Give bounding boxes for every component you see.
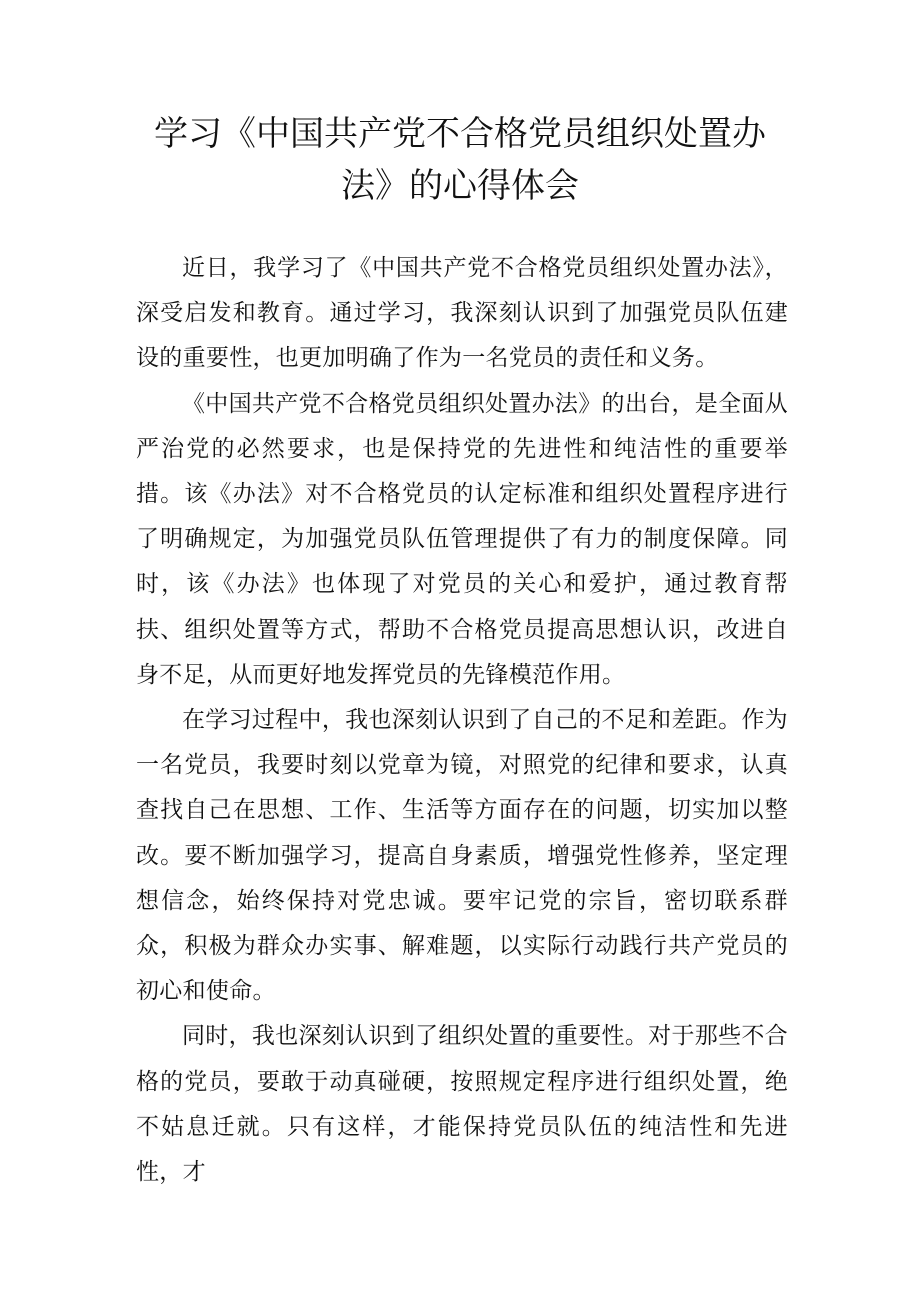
title-line-1: 学习《中国共产党不合格党员组织处置办 [154,114,766,154]
document-title [140,108,780,212]
document-body [136,246,788,1195]
paragraph-2: 《中国共产党不合格党员组织处置办法》的出台，是全面从严治党的必然要求，也是保持党的先进性和纯洁性的重要举措。该《办法》对不合格党员的认定标准和组织处置程序进行了明确规定，为加强党员队伍管理提供了有力的制度保障。同时，该《办法》也体现了对党员的关心和爱护，通过教育帮扶、组织处置等方式，帮助不合格党员提高思想认识，改进自身不足，从而更好地发挥党员的先锋模范作用。 [136,390,788,688]
paragraph-1: 近日，我学习了《中国共产党不合格党员组织处置办法》，深受启发和教育。通过学习，我深刻认识到了加强党员队伍建设的重要性，也更加明确了作为一名党员的责任和义务。 [136,255,788,372]
paragraph-4: 同时，我也深刻认识到了组织处置的重要性。对于那些不合格的党员，要敢于动真碰硬，按照规定程序进行组织处置，绝不姑息迁就。只有这样，才能保持党员队伍的纯洁性和先进性，才 [136,1023,788,1186]
paragraph-3: 在学习过程中，我也深刻认识到了自己的不足和差距。作为一名党员，我要时刻以党章为镜，对照党的纪律和要求，认真查找自己在思想、工作、生活等方面存在的问题，切实加以整改。要不断加强学习，提高自身素质，增强党性修养，坚定理想信念，始终保持对党忠诚。要牢记党的宗旨，密切联系群众，积极为群众办实事、解难题，以实际行动践行共产党员的初心和使命。 [136,707,788,1005]
title-line-2: 法》的心得体会 [341,166,579,206]
